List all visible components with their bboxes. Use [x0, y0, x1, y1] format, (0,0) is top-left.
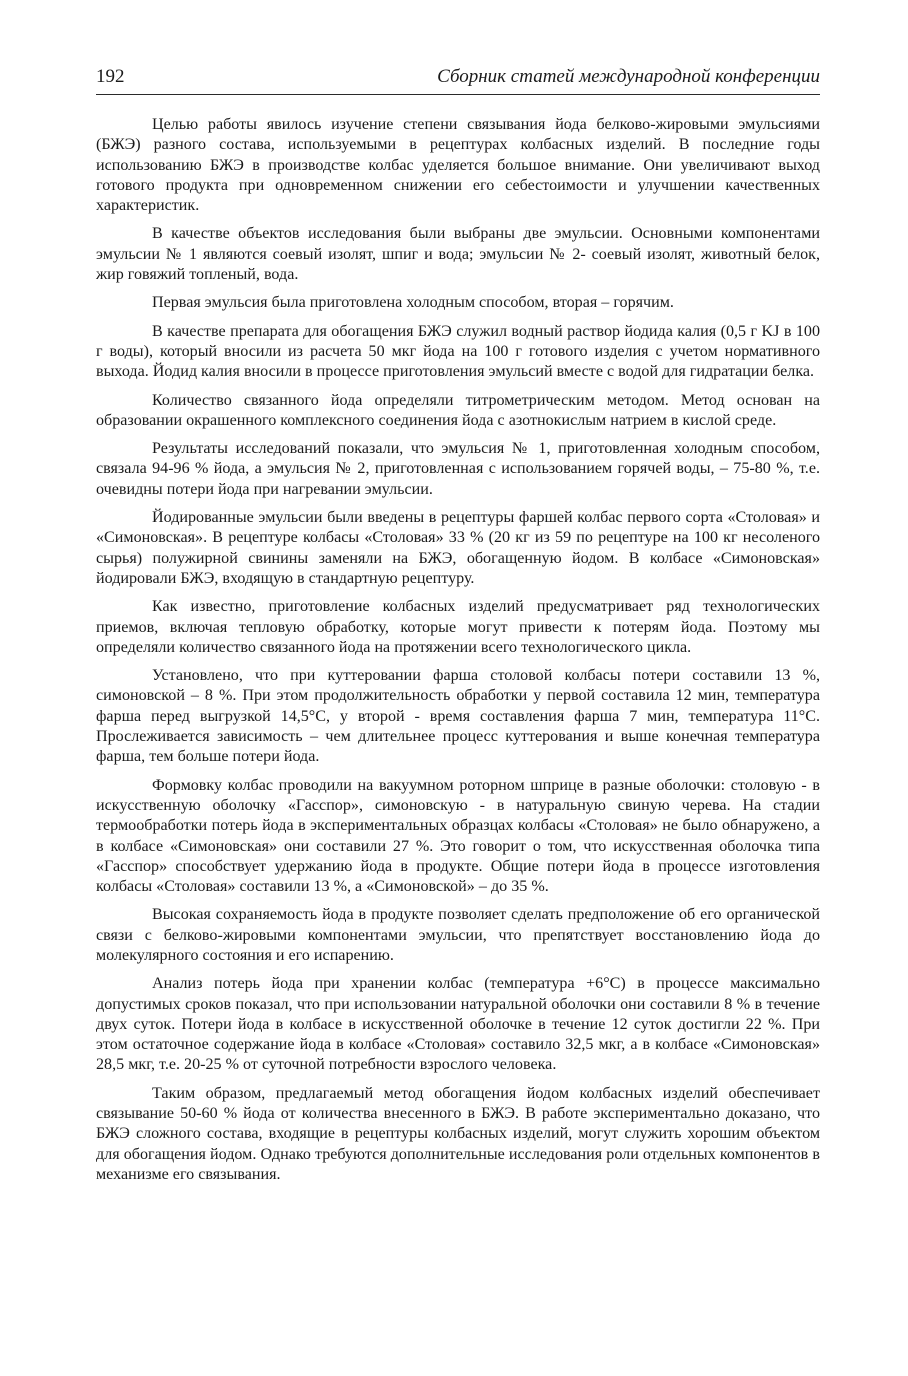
paragraph-sausage-recipes: Йодированные эмульсии были введены в рецептуры фаршей колбас первого сорта «Столовая» и «Симоновская». В рецептуре колбасы «Столовая» 33 % (20 кг из 59 по рецептуре на 100 кг несоленого сырья) полужирной свинины заменяли на БЖЭ, обогащенную йодом. В колбасе «Симоновская» йодировали БЖЭ, входящую в стандартную рецептуру.	[96, 509, 820, 587]
paragraph-preparation-methods: Первая эмульсия была приготовлена холодным способом, вторая – горячим.	[152, 294, 674, 312]
paragraph-cutting-losses: Установлено, что при куттеровании фарша столовой колбасы потери составили 13 %, симоновской – 8 %. При этом продолжительность обработки у первой составила 12 мин, температура фарша перед выгрузкой 14,5°С, у второй - время составления фарша 7 мин, температура 11°С. Прослеживается зависимость – чем длительнее процесс куттерования и выше конечная температура фарша, тем больше потери йода.	[96, 667, 820, 766]
paragraph-casing-losses: Формовку колбас проводили на вакуумном роторном шприце в разные оболочки: столовую - в искусственную оболочку «Гасспор», симоновскую - в натуральную свиную черева. На стадии термообработки потерь йода в экспериментальных образцах колбасы «Столовая» не было обнаружено, а в колбасе «Симоновская» они составили 27 %. Это говорит о том, что искусственная оболочка типа «Гасспор» способствует удержанию йода в продукте. Общие потери йода в процессе изготовления колбасы «Столовая» составили 13 %, а «Симоновской» – до 35 %.	[96, 776, 820, 896]
page-number: 192	[96, 66, 125, 87]
paragraph-conclusion: Таким образом, предлагаемый метод обогащения йодом колбасных изделий обеспечивает связывание 50-60 % йода от количества внесенного в БЖЭ. В работе экспериментально доказано, что БЖЭ сложного состава, входящие в рецептуры колбасных изделий, могут служить хорошим объектом для обогащения йодом. Однако требуются дополнительные исследования роли отдельных компонентов в механизме его связывания.	[96, 1084, 820, 1183]
paragraph-technology-losses: Как известно, приготовление колбасных изделий предусматривает ряд технологических приемов, включая тепловую обработку, которые могут привести к потерям йода. Поэтому мы определяли количество связанного йода на протяжении всего технологического цикла.	[96, 598, 820, 656]
paragraph-titration-method: Количество связанного йода определяли титрометрическим методом. Метод основан на образовании окрашенного комплексного соединения йода с азотнокислым натрием в кислой среде.	[96, 391, 820, 429]
journal-title: Сборник статей международной конференции	[437, 66, 820, 87]
running-header	[96, 66, 820, 95]
paragraph-objects: В качестве объектов исследования были выбраны две эмульсии. Основными компонентами эмульсии № 1 являются соевый изолят, шпиг и вода; эмульсии № 2- соевый изолят, животный белок, жир говяжий топленый, вода.	[96, 225, 820, 284]
paragraph-iodine-retention: Высокая сохраняемость йода в продукте позволяет сделать предположение об его органической связи с белково-жировыми компонентами эмульсии, что препятствует восстановлению йода до молекулярного состояния и его испарению.	[96, 906, 820, 964]
paragraph-emulsion-results: Результаты исследований показали, что эмульсия № 1, приготовленная холодным способом, связала 94-96 % йода, а эмульсия № 2, приготовленная с использованием горячей воды, – 75-80 %, т.е. очевидны потери йода при нагревании эмульсии.	[96, 440, 820, 498]
document-page	[96, 66, 820, 1193]
article-body	[96, 115, 820, 1185]
paragraph-aim: Целью работы явилось изучение степени связывания йода белково-жировыми эмульсиями (БЖЭ) разного состава, используемыми в рецептурах колбасных изделий. В последние годы использованию БЖЭ в производстве колбас уделяется большое внимание. Они увеличивают выход готового продукта при одновременном снижении его себестоимости и улучшении качественных характеристик.	[96, 116, 820, 215]
paragraph-iodine-reagent: В качестве препарата для обогащения БЖЭ служил водный раствор йодида калия (0,5 г KJ в 100 г воды), который вносили из расчета 50 мкг йода на 100 г готового изделия с учетом нормативного выхода. Йодид калия вносили в процессе приготовления эмульсий вместе с водой для гидратации белка.	[96, 322, 820, 381]
paragraph-storage-losses: Анализ потерь йода при хранении колбас (температура +6°С) в процессе максимально допустимых сроков показал, что при использовании натуральной оболочки они составили 8 % в течение двух суток. Потери йода в колбасе в искусственной оболочке в течение 12 суток достигли 22 %. При этом остаточное содержание йода в колбасе «Столовая» составило 32,5 мкг, а в колбасе «Симоновская» 28,5 мкг, т.е. 20-25 % от суточной потребности взрослого человека.	[96, 975, 820, 1074]
